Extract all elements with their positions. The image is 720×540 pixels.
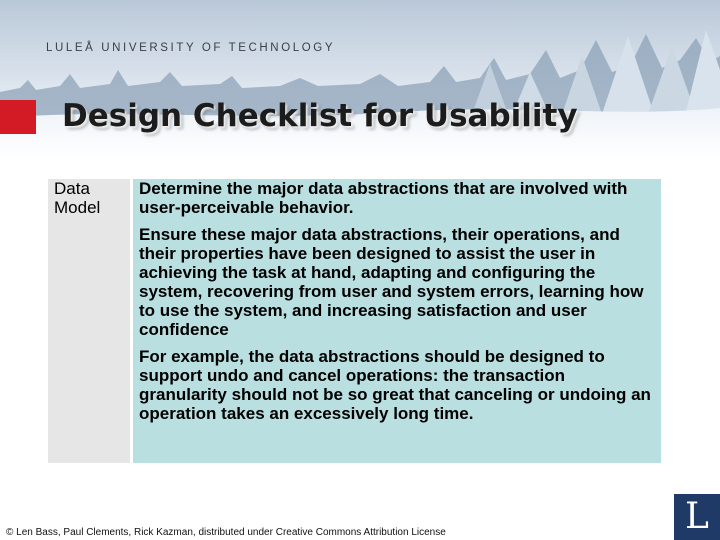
table-row-label: Data Model — [48, 179, 130, 463]
winter-landscape-image — [0, 0, 720, 158]
header-banner-winter-photo — [0, 0, 720, 158]
table-row-content — [133, 179, 661, 463]
checklist-table — [48, 179, 661, 463]
copyright-footer: © Len Bass, Paul Clements, Rick Kazman, distributed under Creative Commons Attribution License — [6, 527, 446, 538]
university-name: LULEÅ UNIVERSITY OF TECHNOLOGY — [46, 42, 336, 54]
paragraph-2: Ensure these major data abstractions, their operations, and their properties have been designed to assist the user in achieving the task at hand, adapting and configuring the system, recovering from user and system errors, learning how to use the system, and increasing satisfaction and user confidence — [139, 225, 644, 339]
logo-letter: L — [685, 496, 709, 537]
accent-red-square — [0, 100, 36, 134]
university-logo — [674, 494, 720, 540]
paragraph-3: For example, the data abstractions should be designed to support undo and cancel operations: the transaction granularity should not be so great that canceling or undoing an operation takes an excessively long time. — [139, 347, 651, 423]
slide-title: Design Checklist for Usability — [62, 98, 578, 134]
paragraph-1: Determine the major data abstractions that are involved with user-perceivable behavior. — [139, 179, 628, 217]
